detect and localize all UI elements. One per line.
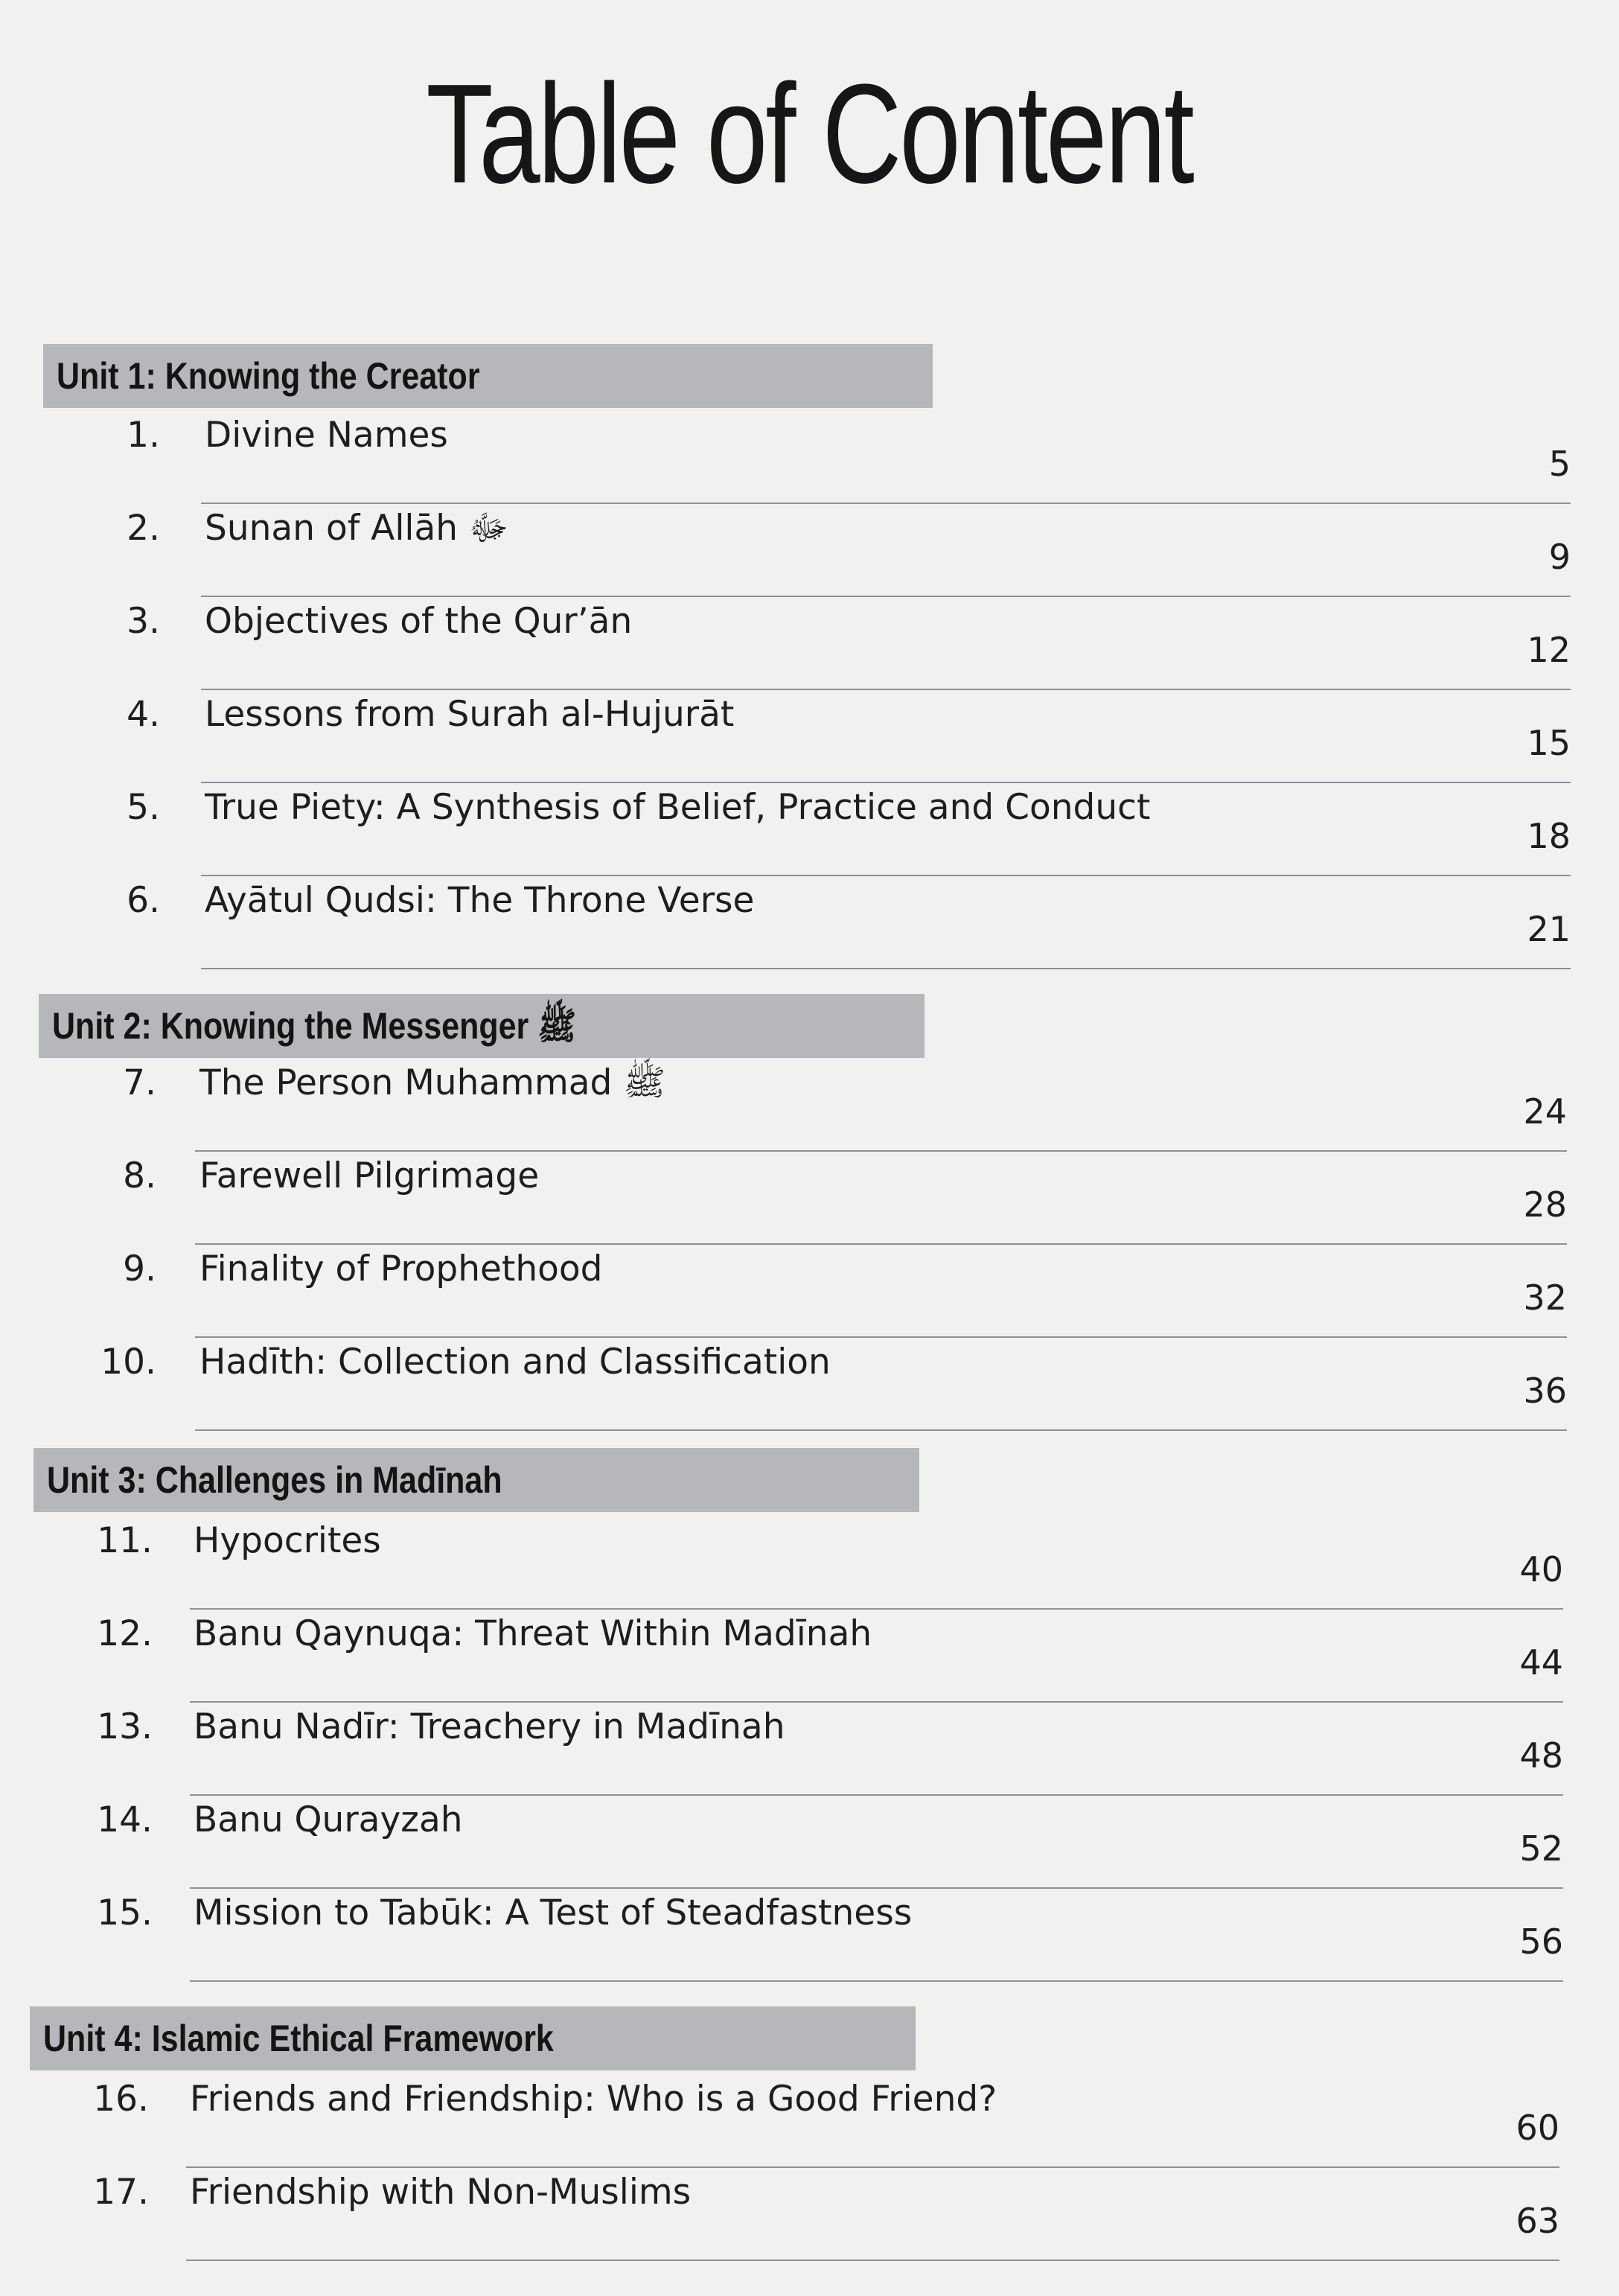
entry-divider [201, 875, 1571, 876]
unit-header [30, 2006, 916, 2070]
toc-entry[interactable] [0, 2077, 1619, 2166]
chapter-number: 9. [123, 1249, 156, 1289]
toc-entry[interactable] [0, 1247, 1619, 1336]
unit-title: Unit 3: Challenges in Madīnah [47, 1459, 502, 1501]
unit-header [43, 344, 933, 408]
chapter-number: 5. [127, 787, 160, 828]
chapter-title: Mission to Tabūk: A Test of Steadfastness [194, 1892, 913, 1933]
chapter-page-number: 63 [1516, 2201, 1559, 2241]
unit-title: Unit 4: Islamic Ethical Framework [43, 2018, 554, 2059]
chapter-title: Friends and Friendship: Who is a Good Friend? [190, 2079, 997, 2120]
chapter-title: Friendship with Non-Muslims [190, 2172, 692, 2213]
chapter-page-number: 15 [1527, 723, 1571, 763]
toc-entry[interactable] [0, 1340, 1619, 1429]
chapter-page-number: 12 [1527, 630, 1571, 670]
chapter-page-number: 56 [1519, 1922, 1563, 1962]
chapter-number: 7. [123, 1062, 156, 1103]
chapter-page-number: 32 [1523, 1278, 1567, 1318]
chapter-title: Banu Qurayzah [194, 1799, 463, 1840]
chapter-page-number: 24 [1523, 1091, 1567, 1132]
toc-entry[interactable] [0, 785, 1619, 875]
page-title: Table of Content [426, 55, 1192, 213]
entry-divider [201, 503, 1571, 504]
chapter-number: 15. [97, 1892, 153, 1933]
entry-divider [195, 1429, 1567, 1431]
toc-entry[interactable] [0, 878, 1619, 968]
chapter-number: 10. [100, 1342, 156, 1383]
chapter-page-number: 40 [1519, 1549, 1563, 1589]
entry-divider [190, 1887, 1563, 1889]
chapter-number: 6. [127, 880, 160, 921]
chapter-number: 12. [97, 1613, 153, 1654]
chapter-title: Farewell Pilgrimage [199, 1155, 540, 1196]
unit-title: Unit 1: Knowing the Creator [57, 355, 480, 397]
chapter-title: Finality of Prophethood [199, 1249, 603, 1289]
unit-title: Unit 2: Knowing the Messenger ﷺ [52, 1005, 577, 1047]
entry-divider [201, 968, 1571, 969]
chapter-page-number: 44 [1519, 1642, 1563, 1683]
chapter-number: 8. [123, 1155, 156, 1196]
toc-entry[interactable] [0, 599, 1619, 689]
unit-header [39, 994, 925, 1058]
chapter-page-number: 5 [1548, 444, 1571, 484]
chapter-title: True Piety: A Synthesis of Belief, Practice and Conduct [205, 787, 1151, 828]
entry-divider [201, 689, 1571, 690]
unit-header [33, 1448, 919, 1512]
chapter-number: 1. [127, 415, 160, 456]
toc-entry[interactable] [0, 1798, 1619, 1887]
entry-divider [195, 1336, 1567, 1338]
entry-divider [186, 2260, 1559, 2261]
toc-entry[interactable] [0, 1612, 1619, 1701]
toc-entry[interactable] [0, 1154, 1619, 1243]
chapter-number: 14. [97, 1799, 153, 1840]
chapter-number: 4. [127, 694, 160, 735]
chapter-title: Divine Names [205, 415, 448, 456]
chapter-number: 11. [97, 1520, 153, 1561]
entry-divider [190, 1980, 1563, 1982]
chapter-title: Banu Qaynuqa: Threat Within Madīnah [194, 1613, 872, 1654]
toc-entry[interactable] [0, 1061, 1619, 1150]
toc-entry[interactable] [0, 506, 1619, 596]
entry-divider [190, 1794, 1563, 1796]
entry-divider [190, 1608, 1563, 1610]
chapter-title: Sunan of Allāh ﷻ [205, 508, 509, 549]
toc-entry[interactable] [0, 1891, 1619, 1980]
entry-divider [195, 1150, 1567, 1152]
chapter-title: Lessons from Surah al-Hujurāt [205, 694, 735, 735]
chapter-page-number: 60 [1516, 2108, 1559, 2148]
chapter-number: 17. [93, 2172, 149, 2213]
entry-divider [190, 1701, 1563, 1703]
chapter-page-number: 28 [1523, 1184, 1567, 1225]
chapter-page-number: 18 [1527, 816, 1571, 856]
toc-entry[interactable] [0, 413, 1619, 503]
chapter-title: Banu Nadīr: Treachery in Madīnah [194, 1706, 785, 1747]
entry-divider [186, 2166, 1559, 2168]
chapter-page-number: 21 [1527, 909, 1571, 949]
toc-entry[interactable] [0, 1705, 1619, 1794]
toc-entry[interactable] [0, 2170, 1619, 2260]
chapter-number: 16. [93, 2079, 149, 2120]
entry-divider [201, 596, 1571, 597]
toc-entry[interactable] [0, 692, 1619, 782]
chapter-title: The Person Muhammad ﷺ [199, 1062, 666, 1103]
entry-divider [201, 782, 1571, 783]
chapter-title: Objectives of the Qur’ān [205, 601, 633, 642]
chapter-title: Hypocrites [194, 1520, 381, 1561]
toc-entry[interactable] [0, 1519, 1619, 1608]
chapter-title: Ayātul Qudsi: The Throne Verse [205, 880, 755, 921]
chapter-number: 3. [127, 601, 160, 642]
entry-divider [195, 1243, 1567, 1245]
chapter-page-number: 48 [1519, 1735, 1563, 1776]
chapter-number: 13. [97, 1706, 153, 1747]
chapter-title: Hadīth: Collection and Classification [199, 1342, 831, 1383]
chapter-page-number: 9 [1548, 537, 1571, 577]
chapter-page-number: 36 [1523, 1371, 1567, 1411]
chapter-page-number: 52 [1519, 1828, 1563, 1869]
chapter-number: 2. [127, 508, 160, 549]
